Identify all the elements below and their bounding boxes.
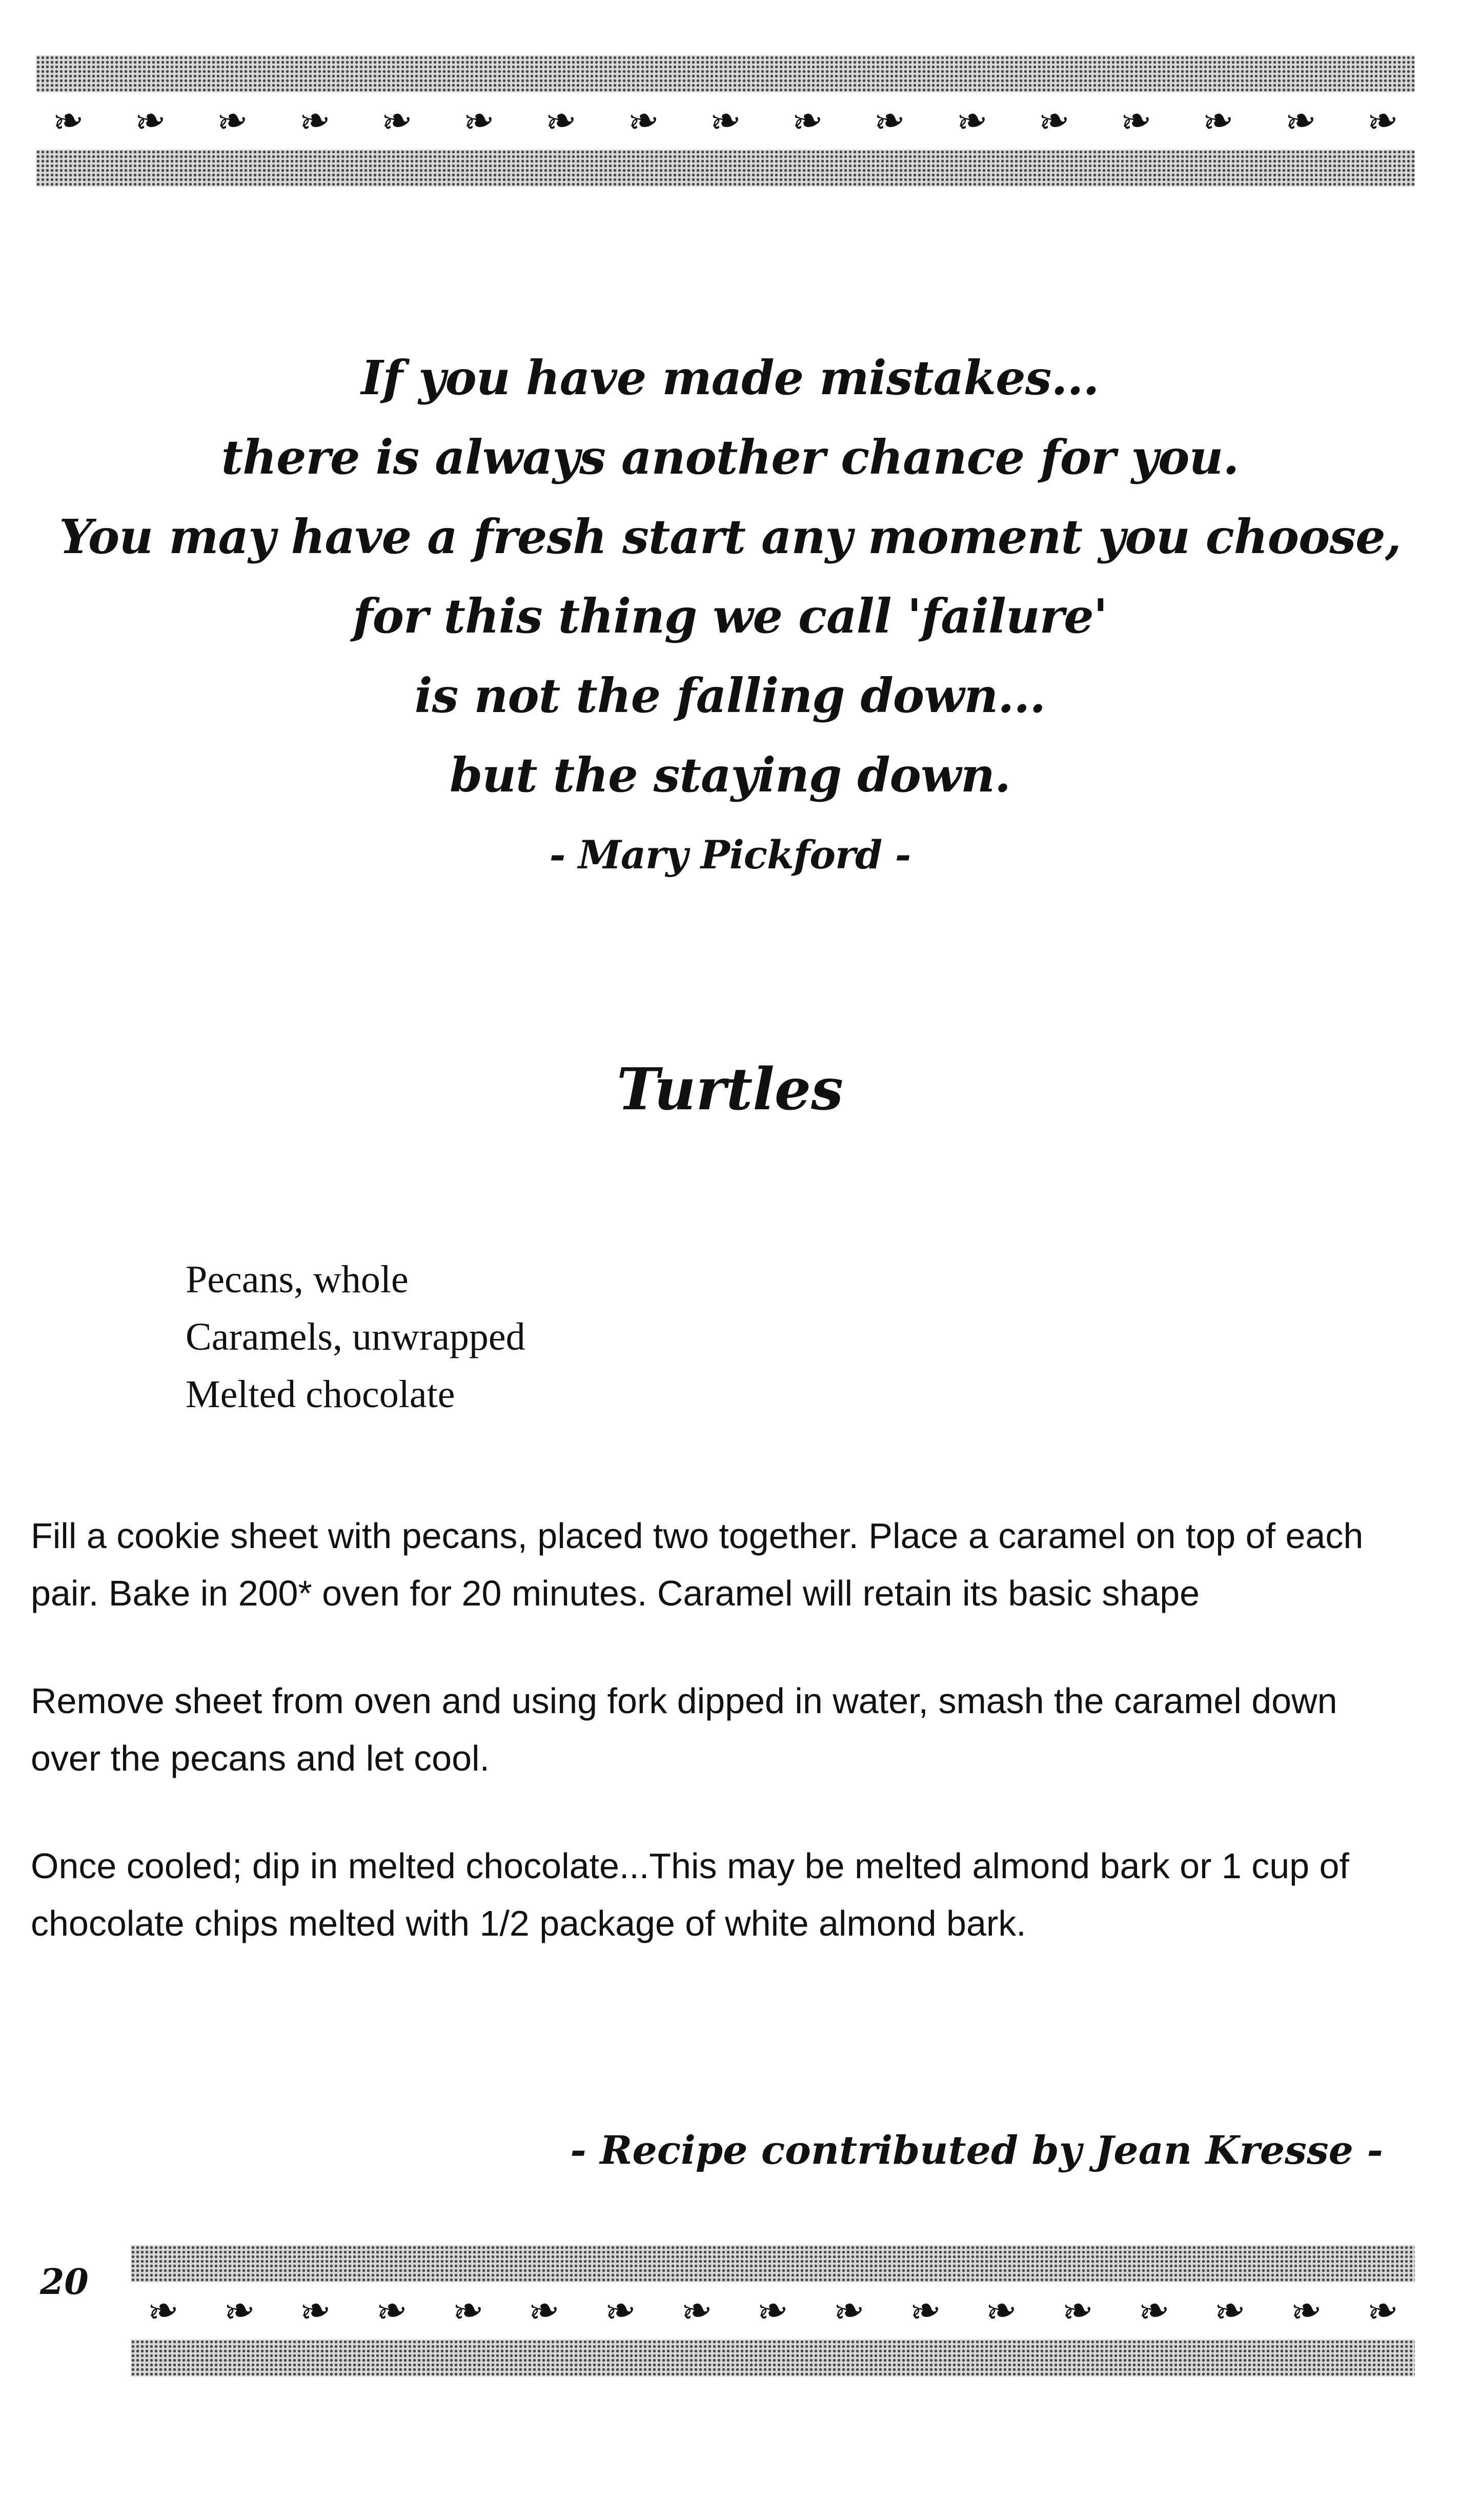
border-dot-band-top [131, 2245, 1415, 2282]
ornament-icon: ❧ [524, 2286, 564, 2336]
ornament-icon: ❧ [676, 2286, 717, 2336]
recipe-step: Remove sheet from oven and using fork dipped in water, smash the caramel down over the pecans and let cool. [31, 1681, 1337, 1778]
ornament-icon: ❧ [143, 2286, 184, 2336]
ornament-row-bottom [131, 2282, 1415, 2340]
ornament-icon: ❧ [905, 2286, 945, 2336]
poem-line: there is always another chance for you. [221, 430, 1239, 485]
poem-line: You may have a fresh start any moment you choose, [59, 509, 1401, 564]
poem-line: but the staying down. [449, 747, 1011, 803]
ornament-icon: ❧ [753, 2286, 793, 2336]
ingredient-item: Pecans, whole [186, 1258, 409, 1301]
ornament-icon: ❧ [623, 96, 663, 146]
recipe-step: Once cooled; dip in melted chocolate...This may be melted almond bark or 1 cup of chocolate chips melted with 1/2 package of white almond bark. [31, 1846, 1349, 1943]
ornament-icon: ❧ [981, 2286, 1022, 2336]
ornament-row-top [36, 92, 1415, 150]
ornament-icon: ❧ [1116, 96, 1157, 146]
ornament-icon: ❧ [869, 96, 910, 146]
ornament-icon: ❧ [219, 2286, 259, 2336]
border-dot-band-top [36, 55, 1415, 92]
ornament-icon: ❧ [371, 2286, 412, 2336]
poem-line: for this thing we call 'failure' [353, 588, 1107, 644]
ornament-icon: ❧ [212, 96, 253, 146]
bottom-decorative-border [131, 2245, 1415, 2376]
ingredient-item: Caramels, unwrapped [186, 1315, 525, 1358]
poem-line: is not the falling down... [414, 668, 1046, 723]
ornament-icon: ❧ [787, 96, 828, 146]
poem-attribution: - Mary Pickford - [549, 832, 911, 878]
ornament-icon: ❧ [1362, 96, 1403, 146]
ornament-icon: ❧ [1198, 96, 1239, 146]
ornament-icon: ❧ [130, 96, 171, 146]
poem-line: If you have made mistakes... [361, 350, 1099, 405]
ornament-icon: ❧ [48, 96, 89, 146]
ornament-icon: ❧ [1057, 2286, 1098, 2336]
ornament-icon: ❧ [600, 2286, 641, 2336]
ornament-icon: ❧ [951, 96, 992, 146]
ornament-icon: ❧ [458, 96, 499, 146]
ornament-icon: ❧ [541, 96, 581, 146]
ornament-icon: ❧ [1362, 2286, 1403, 2336]
recipe-steps [31, 1507, 1415, 2002]
ornament-icon: ❧ [376, 96, 417, 146]
ornament-icon: ❧ [1210, 2286, 1250, 2336]
border-dot-band-bottom [36, 150, 1415, 187]
recipe-title: Turtles [616, 1056, 844, 1123]
ornament-icon: ❧ [705, 96, 746, 146]
recipe-credit: - Recipe contributed by Jean Kresse - [570, 2127, 1383, 2173]
ingredient-list [186, 1251, 525, 1423]
ornament-icon: ❧ [1133, 2286, 1174, 2336]
ornament-icon: ❧ [1033, 96, 1074, 146]
poem-quote [0, 338, 1460, 895]
ornament-icon: ❧ [1286, 2286, 1327, 2336]
page-number: 20 [40, 2262, 89, 2303]
ornament-icon: ❧ [1280, 96, 1321, 146]
ornament-icon: ❧ [448, 2286, 488, 2336]
recipe-step: Fill a cookie sheet with pecans, placed two together. Place a caramel on top of each pair. Bake in 200* oven for 20 minutes. Caramel will retain its basic shape [31, 1516, 1364, 1613]
ornament-icon: ❧ [294, 96, 335, 146]
ornament-icon: ❧ [828, 2286, 869, 2336]
top-decorative-border [36, 55, 1415, 187]
border-dot-band-bottom [131, 2340, 1415, 2376]
ornament-icon: ❧ [295, 2286, 336, 2336]
ingredient-item: Melted chocolate [186, 1373, 455, 1416]
